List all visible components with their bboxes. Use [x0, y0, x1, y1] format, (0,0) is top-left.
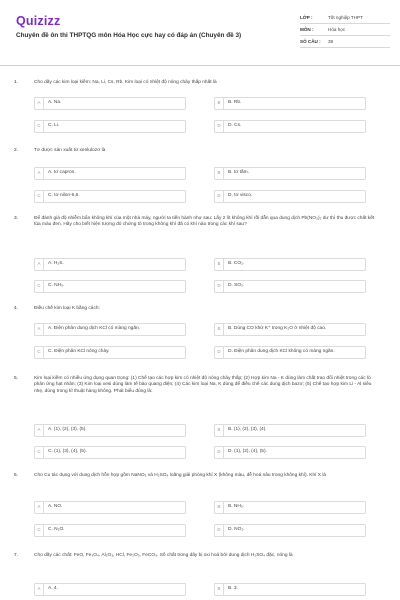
option-text: B. (1), (2), (3), (4).	[228, 427, 267, 433]
option-letter: D	[215, 281, 224, 292]
question-1	[14, 80, 392, 140]
option-b[interactable]	[214, 323, 366, 336]
option-text: B. tơ tằm.	[228, 170, 250, 176]
option-text: D. (1), (2), (4), (5).	[228, 449, 267, 455]
option-a[interactable]	[34, 501, 186, 514]
meta-label: SỐ CÂU :	[300, 39, 321, 44]
meta-value: 39	[328, 39, 334, 44]
option-letter: A	[35, 259, 44, 270]
question-text: Cho dãy các kim loại kiềm: Na, Li, Cs, Rb. Kim loại có nhiệt độ nóng chảy thấp nhất là	[34, 80, 217, 85]
question-number: 7.	[14, 553, 19, 558]
option-letter: B	[215, 98, 224, 109]
meta-value: Tốt nghiệp THPT	[328, 15, 363, 20]
option-letter: A	[35, 502, 44, 513]
question-text: Tơ được sản xuất từ xenlulozơ là	[34, 148, 106, 153]
question-3	[14, 216, 392, 296]
option-a[interactable]	[34, 583, 186, 596]
question-6	[14, 473, 392, 548]
option-letter: B	[215, 502, 224, 513]
question-text: Điều chế kim loại K bằng cách:	[34, 306, 100, 311]
option-c[interactable]	[34, 190, 186, 203]
option-text: A. NO.	[48, 504, 63, 510]
question-text: Kim loại kiềm có nhiều ứng dụng quan trọng: (1) Chế tạo các hợp kim có nhiệt độ nóng chảy thấp; (2) Hợp kim Na - K dùng làm chất trao đổi nhiệt trong các lò phản ứng hạt nhân; (3) Kim loại xesi dùng làm tế bào quang điện; (4) Các kim loại Na, K dùng để điều chế các dung dịch bazơ; (5) Chế tạo hợp kim Li - Al siêu nhẹ, dùng trong kĩ thuật hàng không. Phát biểu đúng là:	[34, 376, 372, 394]
option-letter: C	[35, 347, 44, 358]
option-text: D. SO₂.	[228, 283, 245, 289]
option-text: D. NO₂.	[228, 527, 245, 533]
option-d[interactable]	[214, 346, 366, 359]
option-letter: B	[215, 168, 224, 179]
document-title: Chuyên đề ôn thi THPTQG môn Hóa Học cực hay có đáp án (Chuyên đề 3)	[16, 32, 242, 39]
meta-label: MÔN :	[300, 27, 314, 32]
option-b[interactable]	[214, 167, 366, 180]
header-divider	[0, 65, 400, 66]
option-letter: B	[215, 584, 224, 595]
option-text: C. N₂O.	[48, 527, 65, 533]
meta-value: Hóa học	[328, 27, 346, 32]
option-text: A. Na.	[48, 100, 62, 106]
option-a[interactable]	[34, 323, 186, 336]
option-c[interactable]	[34, 280, 186, 293]
meta-row-count	[300, 36, 390, 48]
question-number: 3.	[14, 216, 19, 221]
option-letter: D	[215, 121, 224, 132]
option-text: B. Rb.	[228, 100, 242, 106]
option-letter: A	[35, 98, 44, 109]
option-text: B. Dùng CO khử K⁺ trong K₂O ở nhiệt độ cao.	[228, 326, 327, 332]
option-text: B. 3.	[228, 586, 238, 592]
option-c[interactable]	[34, 446, 186, 459]
option-letter: C	[35, 191, 44, 202]
option-text: B. CO₂.	[228, 261, 245, 267]
option-letter: A	[35, 324, 44, 335]
question-7	[14, 553, 392, 600]
option-b[interactable]	[214, 583, 366, 596]
quizizz-logo: Quizizz	[16, 14, 61, 28]
question-5	[14, 376, 392, 466]
option-c[interactable]	[34, 524, 186, 537]
question-2	[14, 148, 392, 208]
meta-row-class	[300, 12, 390, 24]
option-letter: B	[215, 259, 224, 270]
option-c[interactable]	[34, 120, 186, 133]
option-text: A. H₂S.	[48, 261, 64, 267]
option-letter: A	[35, 168, 44, 179]
option-d[interactable]	[214, 120, 366, 133]
option-d[interactable]	[214, 524, 366, 537]
question-number: 4.	[14, 306, 19, 311]
question-text: Cho Cu tác dụng với dung dịch hỗn hợp gồm NaNO₃ và H₂SO₄ loãng giải phóng khí X (không màu, dễ hoá nâu trong không khí). Khí X là	[34, 473, 327, 478]
option-a[interactable]	[34, 97, 186, 110]
option-text: A. tơ capron.	[48, 170, 76, 176]
option-letter: C	[35, 281, 44, 292]
question-number: 1.	[14, 80, 19, 85]
option-text: A. (1), (2), (3), (5).	[48, 427, 87, 433]
option-b[interactable]	[214, 424, 366, 437]
option-letter: D	[215, 525, 224, 536]
option-text: D. Điện phân dung dịch KCl không có màng ngăn.	[228, 349, 335, 355]
question-number: 6.	[14, 473, 19, 478]
option-text: C. tơ nilon-6,6.	[48, 193, 80, 199]
option-b[interactable]	[214, 501, 366, 514]
option-letter: D	[215, 191, 224, 202]
option-letter: C	[35, 525, 44, 536]
question-4	[14, 306, 392, 366]
option-d[interactable]	[214, 446, 366, 459]
option-letter: D	[215, 447, 224, 458]
option-text: B. NH₃.	[228, 504, 245, 510]
option-letter: D	[215, 347, 224, 358]
option-letter: A	[35, 584, 44, 595]
question-number: 5.	[14, 376, 19, 381]
option-text: C. Li.	[48, 123, 60, 129]
option-letter: C	[35, 447, 44, 458]
option-b[interactable]	[214, 258, 366, 271]
option-letter: C	[35, 121, 44, 132]
option-text: A. 4.	[48, 586, 58, 592]
question-text: Để đánh giá độ nhiễm bẩn không khí của một nhà máy, người ta tiến hành như sau: Lấy 2 lít không khí rồi dẫn qua dung dịch Pb(NO₃)₂ dư thì thu được chất kết tủa màu đen. Hãy cho biết hiện tượng đó chứng tỏ trong không khí đã có khí nào trong các khí sau?	[34, 216, 375, 228]
meta-label: LỚP :	[300, 15, 313, 20]
option-text: C. Điện phân KCl nóng chảy.	[48, 349, 110, 355]
meta-row-subject	[300, 24, 390, 36]
option-d[interactable]	[214, 280, 366, 293]
option-a[interactable]	[34, 258, 186, 271]
option-text: A. Điện phân dung dịch KCl có màng ngăn.	[48, 326, 141, 332]
option-text: C. NH₃.	[48, 283, 65, 289]
option-a[interactable]	[34, 424, 186, 437]
option-a[interactable]	[34, 167, 186, 180]
question-number: 2.	[14, 148, 19, 153]
option-letter: B	[215, 425, 224, 436]
document-meta	[300, 12, 390, 48]
option-letter: A	[35, 425, 44, 436]
option-b[interactable]	[214, 97, 366, 110]
option-d[interactable]	[214, 190, 366, 203]
option-letter: B	[215, 324, 224, 335]
option-text: D. Cs.	[228, 123, 242, 129]
option-text: D. tơ visco.	[228, 193, 253, 199]
question-text: Cho dãy các chất: FeO, Fe₃O₄, Al₂O₃, HCl, Fe₂O₃, FeCO₃. Số chất trong dãy bị oxi hoá bởi dung dịch H₂SO₄ đặc, nóng là	[34, 553, 293, 558]
option-c[interactable]	[34, 346, 186, 359]
option-text: C. (1), (3), (4), (5).	[48, 449, 87, 455]
